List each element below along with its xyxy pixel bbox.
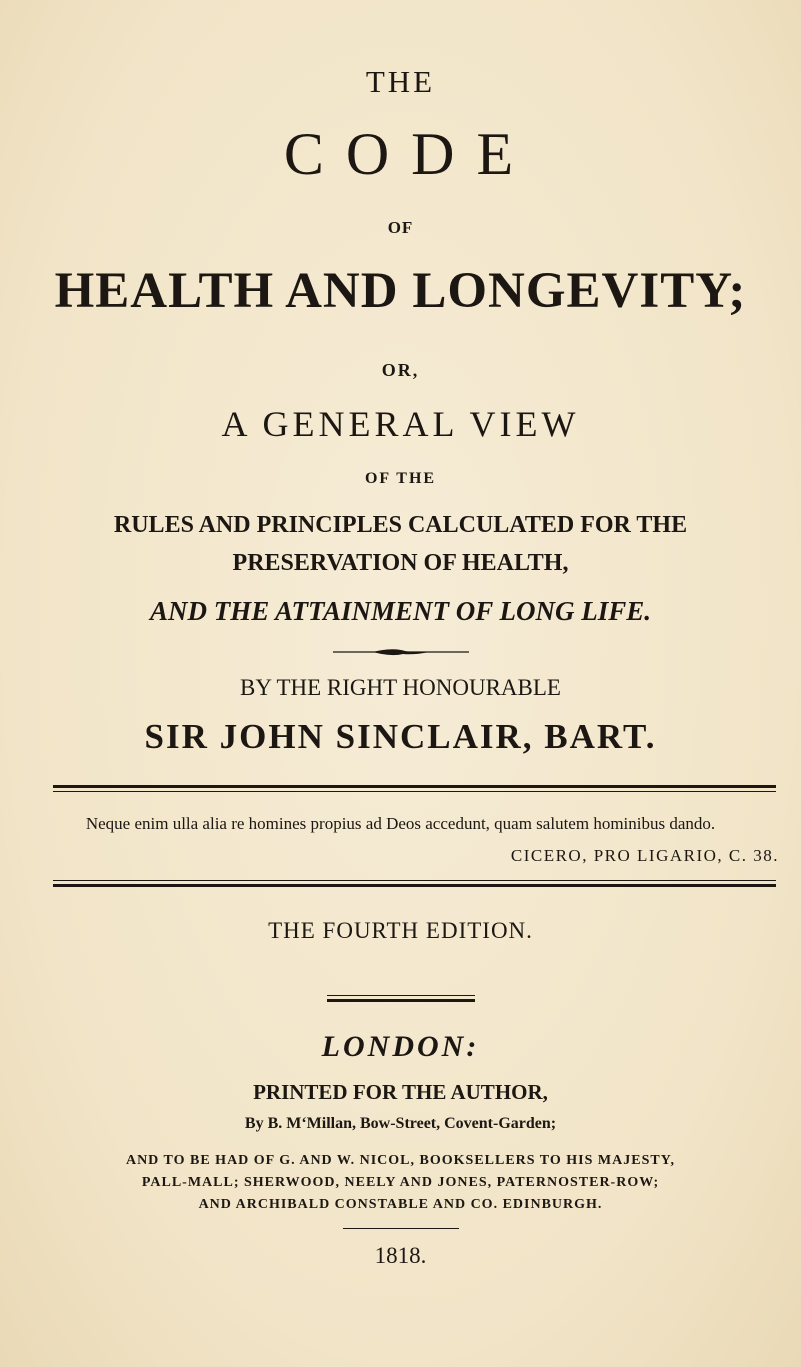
epigraph-attribution: CICERO, PRO LIGARIO, C. 38. (510, 846, 779, 865)
imprint-rule-thick (327, 999, 475, 1002)
top-thick-rule (53, 785, 776, 788)
imprint-printed-for: PRINTED FOR THE AUTHOR, (253, 1080, 548, 1104)
subtitle-attainment: AND THE ATTAINMENT OF LONG LIFE. (149, 596, 652, 626)
imprint-sellers-line-1: AND TO BE HAD OF G. AND W. NICOL, BOOKSELLERS TO HIS MAJESTY, (125, 1153, 676, 1168)
title-or: OR, (381, 360, 420, 380)
ornament-divider-icon (333, 647, 469, 657)
imprint-printer: By B. M‘Millan, Bow-Street, Covent-Garden; (244, 1115, 557, 1132)
imprint-place: LONDON: (321, 1030, 480, 1063)
title-main: HEALTH AND LONGEVITY; (54, 263, 747, 319)
subtitle-rules-line-2: PRESERVATION OF HEALTH, (232, 550, 569, 576)
imprint-rule-thin (327, 995, 475, 996)
imprint-sellers-line-3: AND ARCHIBALD CONSTABLE AND CO. EDINBURGH. (198, 1197, 603, 1212)
bottom-thin-rule (53, 880, 776, 881)
author-by-line: BY THE RIGHT HONOURABLE (240, 675, 561, 700)
title-code: CODE (283, 121, 536, 187)
bottom-thick-rule (53, 884, 776, 887)
title-the: THE (365, 64, 436, 99)
edition-statement: THE FOURTH EDITION. (268, 918, 533, 943)
subtitle-of-the: OF THE (364, 470, 437, 487)
top-thin-rule (53, 791, 776, 792)
subtitle-general-view: A GENERAL VIEW (221, 404, 580, 444)
imprint-year: 1818. (374, 1243, 427, 1268)
imprint-sellers-line-2: PALL-MALL; SHERWOOD, NEELY AND JONES, PATERNOSTER-ROW; (141, 1175, 660, 1190)
author-name: SIR JOHN SINCLAIR, BART. (144, 717, 657, 756)
epigraph-quote: Neque enim ulla alia re homines propius ad Deos accedunt, quam salutem hominibus dando. (85, 814, 716, 833)
title-of: OF (387, 218, 414, 237)
year-rule (343, 1228, 459, 1229)
subtitle-rules-line-1: RULES AND PRINCIPLES CALCULATED FOR THE (113, 512, 688, 538)
